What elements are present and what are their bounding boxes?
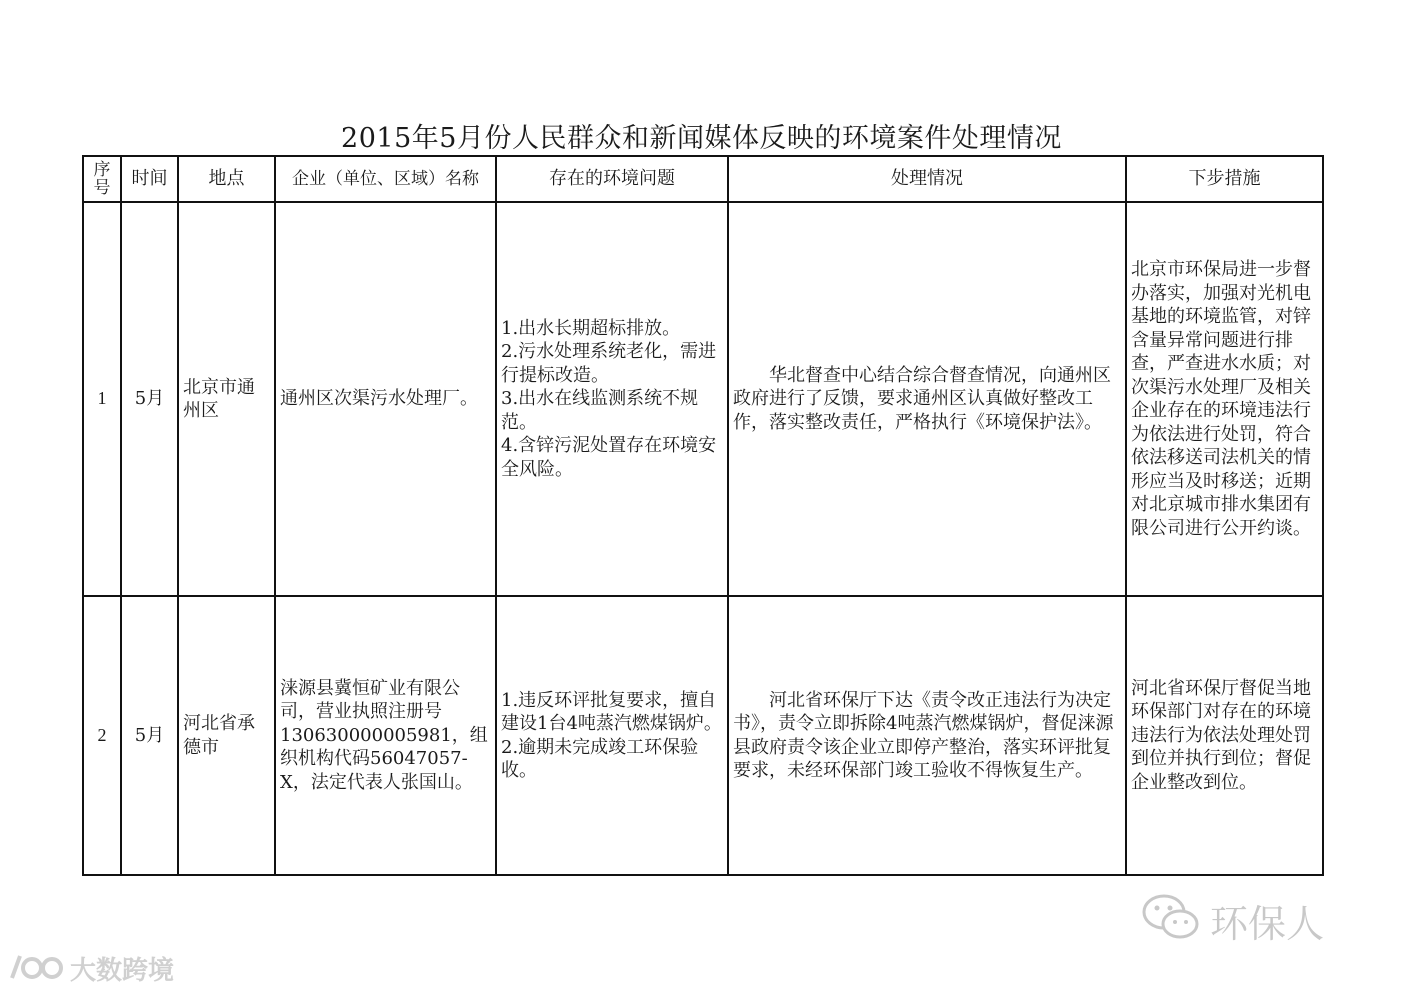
cell-company: 通州区次渠污水处理厂。	[275, 202, 496, 596]
header-time: 时间	[121, 156, 178, 202]
cell-problems	[496, 596, 728, 875]
cell-next: 河北省环保厅督促当地环保部门对存在的环境违法行为依法处理处罚到位并执行到位；督促企业整改到位。	[1126, 596, 1323, 875]
cell-company: 涞源县冀恒矿业有限公司，营业执照注册号130630000005981，组织机构代码56047057-X，法定代表人张国山。	[275, 596, 496, 875]
header-next: 下步措施	[1126, 156, 1323, 202]
case-table	[82, 155, 1324, 876]
cell-handling: 华北督查中心结合综合督查情况，向通州区政府进行了反馈，要求通州区认真做好整改工作，落实整改责任，严格执行《环境保护法》。	[728, 202, 1126, 596]
cell-seq: 2	[83, 596, 121, 875]
cell-time: 5月	[121, 596, 178, 875]
header-handling: 处理情况	[728, 156, 1126, 202]
cell-place: 北京市通州区	[178, 202, 275, 596]
watermark-left	[8, 948, 174, 988]
header-company: 企业（单位、区域）名称	[275, 156, 496, 202]
header-problem: 存在的环境问题	[496, 156, 728, 202]
cell-seq: 1	[83, 202, 121, 596]
cell-time: 5月	[121, 202, 178, 596]
problem-item: 2.逾期未完成竣工环保验收。	[501, 736, 699, 781]
table-row	[83, 202, 1323, 596]
cell-problems	[496, 202, 728, 596]
watermark-left-text: 大数跨境	[70, 955, 175, 986]
header-place: 地点	[178, 156, 275, 202]
problem-item: 2.污水处理系统老化，需进行提标改造。	[501, 341, 717, 386]
document-title: 2015年5月份人民群众和新闻媒体反映的环境案件处理情况	[341, 123, 1062, 154]
cell-handling: 河北省环保厅下达《责令改正违法行为决定书》，责令立即拆除4吨蒸汽燃煤锅炉，督促涞源县政府责令该企业立即停产整治，落实环评批复要求，未经环保部门竣工验收不得恢复生产。	[728, 596, 1126, 875]
table-row	[83, 596, 1323, 875]
logo-icon	[8, 950, 64, 986]
problem-item: 4.含锌污泥处置存在环境安全风险。	[501, 435, 717, 480]
problem-item: 1.违反环评批复要求，擅自建设1台4吨蒸汽燃煤锅炉。	[501, 689, 722, 734]
watermark-right	[1140, 890, 1324, 950]
header-seq: 序号	[83, 156, 121, 202]
watermark-right-text: 环保人	[1210, 901, 1325, 946]
problem-item: 1.出水长期超标排放。	[501, 317, 681, 339]
table-header-row	[83, 156, 1323, 202]
cell-place: 河北省承德市	[178, 596, 275, 875]
problem-item: 3.出水在线监测系统不规范。	[501, 388, 699, 433]
cell-next: 北京市环保局进一步督办落实，加强对光机电基地的环境监管，对锌含量异常问题进行排查，严查进水水质；对次渠污水处理厂及相关企业存在的环境违法行为依法进行处罚，符合依法移送司法机关的情形应当及时移送；近期对北京城市排水集团有限公司进行公开约谈。	[1126, 202, 1323, 596]
wechat-icon	[1140, 892, 1202, 948]
